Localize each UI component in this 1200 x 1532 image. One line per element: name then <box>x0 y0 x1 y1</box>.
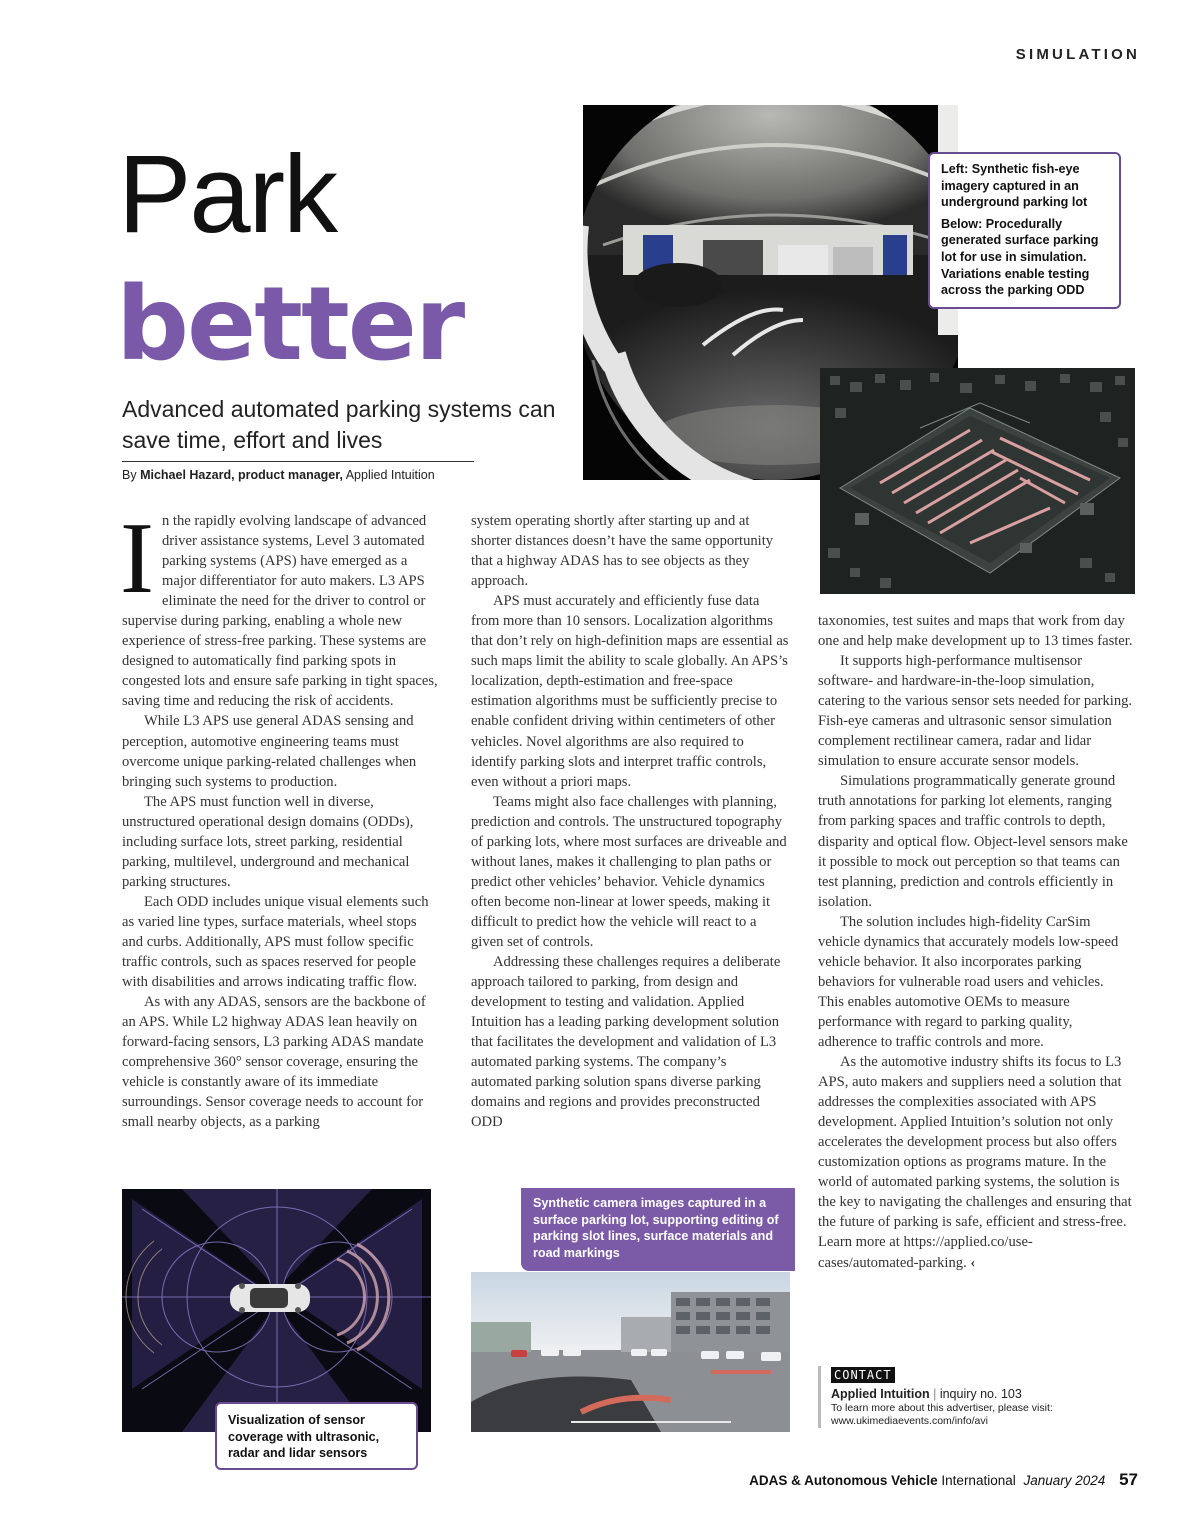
paragraph: Simulations programmatically generate ground truth annotations for parking lot elements, ranging from parking spaces and traffic controls to depth, disparity and optical flow. Object-level sensors make it possible to mock out perception so that teams can test planning, prediction and controls efficiently in isolation. <box>818 773 1128 910</box>
footer-publication-suffix: International <box>941 1473 1016 1488</box>
body-column-1 <box>120 502 438 1132</box>
sensor-coverage-image <box>122 1189 431 1432</box>
paragraph: taxonomies, test suites and maps that work from day one and help make development up to 13 times faster. <box>818 613 1133 650</box>
byline <box>122 468 435 482</box>
page-footer <box>749 1470 1138 1490</box>
headline-line-2: better <box>116 265 464 384</box>
paragraph: Each ODD includes unique visual elements such as varied line types, surface materials, wheel stops and curbs. Additionally, APS must follow specific traffic controls, such as spaces reserved for people with disabilities and arrows indicating traffic flow. <box>122 893 429 991</box>
contact-inquiry: inquiry no. 103 <box>939 1387 1022 1401</box>
paragraph: n the rapidly evolving landscape of advanced driver assistance systems, Level 3 automated parking systems (APS) have emerged as a major differentiator for auto makers. L3 APS eliminate the need for the driver to control or supervise during parking, enabling a whole new experience of stress-free parking. These systems are designed to automatically find parking spots in congested lots and ensure safe parking in tight spaces, saving time and reducing the risk of accidents. <box>122 513 438 710</box>
section-label: SIMULATION <box>1015 46 1140 63</box>
drop-cap: I <box>120 502 154 615</box>
caption-sensor <box>215 1402 418 1470</box>
paragraph: system operating shortly after starting up and at shorter distances doesn’t have the same opportunity that a highway ADAS has to see objects as they approach. <box>471 513 774 590</box>
caption-sensor-text: Visualization of sensor coverage with ultrasonic, radar and lidar sensors <box>228 1413 380 1461</box>
paragraph: APS must accurately and efficiently fuse data from more than 10 sensors. Localization algorithms that don’t rely on high-definition maps are essential as such maps limit the ability to scale globally. An APS’s localization, depth-estimation and free-space estimation algorithms must be sufficiently precise to enable confident driving within centimeters of other vehicles. Novel algorithms are also required to identify parking slots and interpret traffic controls, even without a priori maps. <box>471 593 789 790</box>
contact-company-line <box>831 1387 1151 1401</box>
footer-publication: ADAS & Autonomous Vehicle <box>749 1473 938 1488</box>
contact-separator: | <box>933 1387 937 1401</box>
byline-author: Michael Hazard, product manager, <box>140 468 343 482</box>
contact-label <box>831 1366 1151 1384</box>
contact-company: Applied Intuition <box>831 1387 930 1401</box>
synthetic-camera-image <box>471 1272 790 1432</box>
byline-divider <box>122 461 474 462</box>
byline-company: Applied Intuition <box>345 468 435 482</box>
paragraph: It supports high-performance multisensor software- and hardware-in-the-loop simulation, catering to the various sensor sets needed for parking. Fish-eye cameras and ultrasonic sensor simulation complement rectilinear camera, radar and lidar simulation to ensure accurate sensor models. <box>818 653 1133 770</box>
paragraph: Teams might also face challenges with planning, prediction and controls. The unstructured topography of parking lots, where most surfaces are driveable and without lanes, makes it challenging to plan paths or predict other vehicles’ behavior. Vehicle dynamics often become non-linear at lower speeds, making it difficult to predict how the vehicle will react to a given set of controls. <box>471 793 787 950</box>
caption-left-label: Left: Synthetic fish-eye imagery captured in an underground parking lot <box>941 162 1088 210</box>
paragraph: Addressing these challenges requires a deliberate approach tailored to parking, from design and development to testing and validation. Applied Intuition has a leading parking development solution that facilitates the development and validation of L3 automated parking systems. The company’s automated parking solution spans diverse parking domains and regions and provides preconstructed ODD <box>471 954 781 1131</box>
end-mark: ‹ <box>970 1254 976 1271</box>
contact-note: To learn more about this advertiser, please visit: www.ukimediaevents.com/info/avi <box>831 1402 1053 1427</box>
paragraph: While L3 APS use general ADAS sensing and perception, automotive engineering teams must overcome unique parking-related challenges when bringing such systems to production. <box>122 713 417 790</box>
page-number: 57 <box>1119 1470 1138 1489</box>
caption-camera <box>521 1188 795 1271</box>
caption-camera-text: Synthetic camera images captured in a surface parking lot, supporting editing of parking slot lines, surface materials and road markings <box>533 1196 779 1260</box>
procedural-parking-lot-image <box>820 368 1135 594</box>
contact-label-text: CONTACT <box>831 1367 895 1383</box>
contact-block <box>818 1366 1151 1428</box>
byline-prefix: By <box>122 468 137 482</box>
paragraph: The APS must function well in diverse, unstructured operational design domains (ODDs), including surface lots, street parking, residential parking, multilevel, underground and mechanical parking structures. <box>122 793 414 890</box>
body-column-2 <box>471 511 789 1132</box>
caption-below-label: Below: Procedurally generated surface parking lot for use in simulation. Variations enable testing across the parking ODD <box>941 216 1099 298</box>
paragraph-text: As the automotive industry shifts its focus to L3 APS, auto makers and suppliers need a solution that addresses the complexities associated with APS development. Applied Intuition’s solution not only accelerates the development process but also offers customization options as programs mature. In the world of automated parking systems, the solution is the key to navigating the challenges and ensuring that the future of parking is safe, efficient and stress-free. Learn more at https://applied.co/use-cases/automated-parking. <box>818 1054 1132 1271</box>
footer-issue: January 2024 <box>1023 1473 1106 1488</box>
paragraph: As with any ADAS, sensors are the backbone of an APS. While L2 highway ADAS lean heavily on forward-facing sensors, L3 parking ADAS mandate comprehensive 360° sensor coverage, ensuring the vehicle is constantly aware of its immediate surroundings. Sensor coverage needs to account for small nearby objects, as a parking <box>122 994 426 1131</box>
paragraph: The solution includes high-fidelity CarSim vehicle dynamics that accurately models low-speed vehicle behavior. It also incorporates parking behaviors for vulnerable road users and vehicles. This enables automotive OEMs to measure performance with regard to parking quality, adherence to traffic controls and more. <box>818 913 1119 1050</box>
caption-top-images <box>928 152 1121 309</box>
headline-line-1: Park <box>118 133 337 256</box>
paragraph <box>818 1052 1133 1273</box>
body-column-3 <box>818 611 1133 1273</box>
standfirst: Advanced automated parking systems can save time, effort and lives <box>122 396 556 453</box>
